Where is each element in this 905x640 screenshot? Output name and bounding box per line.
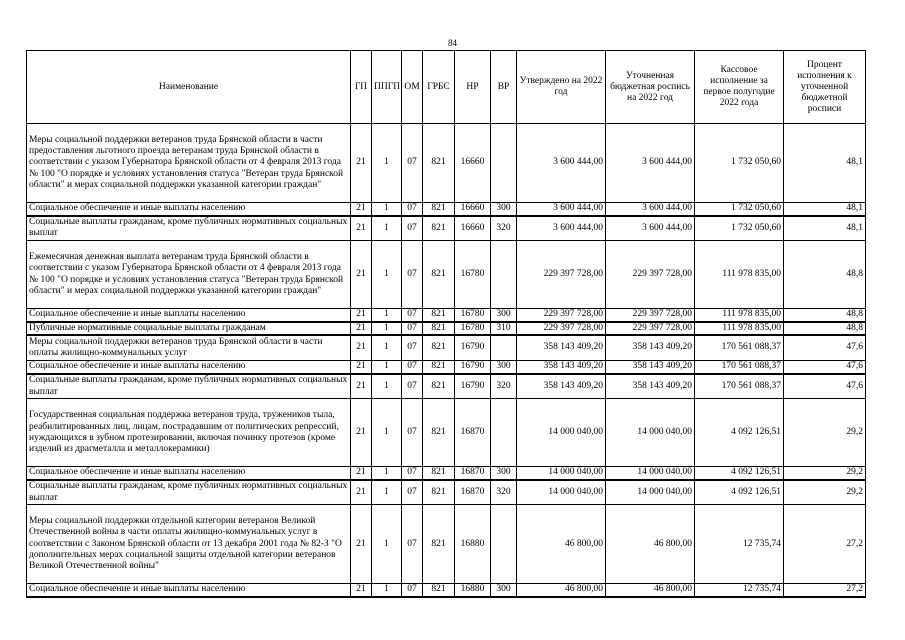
cell-approved: 358 143 409,20 <box>517 361 606 374</box>
cell-percent: 29,2 <box>784 399 866 467</box>
cell-percent: 48,8 <box>784 241 866 309</box>
page-number: 84 <box>448 38 457 48</box>
cell-np: 16660 <box>455 216 491 241</box>
cell-om: 07 <box>402 124 423 203</box>
cell-np: 16880 <box>455 505 491 584</box>
table-row <box>27 480 866 505</box>
cell-ppgp: 1 <box>372 322 402 335</box>
cell-approved: 229 397 728,00 <box>517 309 606 322</box>
cell-cash: 1 732 050,60 <box>695 124 784 203</box>
cell-name: Меры социальной поддержки отдельной категории ветеранов Великой Отечественной войны в части оплаты жилищно-коммунальных услуг в соответствии с Законом Брянской области от 13 декабря 2001 года № 82-З "О дополнительных мерах социальной защиты отдельной категории ветеранов Великой Отечественной войны" <box>27 505 351 584</box>
cell-approved: 229 397 728,00 <box>517 322 606 335</box>
cell-cash: 170 561 088,37 <box>695 335 784 361</box>
cell-percent: 29,2 <box>784 480 866 505</box>
cell-np: 16780 <box>455 241 491 309</box>
cell-vr: 320 <box>491 216 517 241</box>
cell-om: 07 <box>402 399 423 467</box>
cell-np: 16790 <box>455 335 491 361</box>
header-om: ОМ <box>402 51 423 124</box>
cell-np: 16790 <box>455 361 491 374</box>
cell-refined: 14 000 040,00 <box>606 480 695 505</box>
cell-percent: 29,2 <box>784 467 866 480</box>
table-row <box>27 399 866 467</box>
cell-np: 16780 <box>455 322 491 335</box>
cell-percent: 27,2 <box>784 584 866 597</box>
cell-refined: 46 800,00 <box>606 584 695 597</box>
cell-cash: 12 735,74 <box>695 584 784 597</box>
cell-refined: 3 600 444,00 <box>606 216 695 241</box>
cell-gp: 21 <box>351 335 372 361</box>
cell-gp: 21 <box>351 309 372 322</box>
cell-ppgp: 1 <box>372 467 402 480</box>
cell-vr <box>491 124 517 203</box>
cell-ppgp: 1 <box>372 361 402 374</box>
cell-grbs: 821 <box>423 374 455 399</box>
cell-gp: 21 <box>351 241 372 309</box>
header-gp: ГП <box>351 51 372 124</box>
cell-om: 07 <box>402 361 423 374</box>
cell-refined: 229 397 728,00 <box>606 322 695 335</box>
cell-gp: 21 <box>351 374 372 399</box>
cell-grbs: 821 <box>423 241 455 309</box>
cell-percent: 48,1 <box>784 216 866 241</box>
cell-refined: 358 143 409,20 <box>606 374 695 399</box>
cell-percent: 48,8 <box>784 309 866 322</box>
cell-name: Социальные выплаты гражданам, кроме публичных нормативных социальных выплат <box>27 374 351 399</box>
cell-approved: 229 397 728,00 <box>517 241 606 309</box>
cell-vr: 310 <box>491 322 517 335</box>
cell-approved: 14 000 040,00 <box>517 480 606 505</box>
table-header-row <box>27 51 866 124</box>
cell-np: 16870 <box>455 480 491 505</box>
cell-approved: 3 600 444,00 <box>517 203 606 216</box>
header-percent: Процент исполнения к уточненной бюджетной росписи <box>784 51 866 124</box>
cell-ppgp: 1 <box>372 584 402 597</box>
table-row <box>27 309 866 322</box>
cell-cash: 111 978 835,00 <box>695 322 784 335</box>
cell-cash: 4 092 126,51 <box>695 480 784 505</box>
cell-cash: 111 978 835,00 <box>695 241 784 309</box>
cell-grbs: 821 <box>423 335 455 361</box>
cell-grbs: 821 <box>423 467 455 480</box>
header-ppgp: ППГП <box>372 51 402 124</box>
cell-approved: 358 143 409,20 <box>517 374 606 399</box>
cell-om: 07 <box>402 322 423 335</box>
cell-cash: 1 732 050,60 <box>695 216 784 241</box>
cell-grbs: 821 <box>423 216 455 241</box>
cell-gp: 21 <box>351 216 372 241</box>
table-row <box>27 361 866 374</box>
table-row <box>27 374 866 399</box>
table-row <box>27 216 866 241</box>
cell-om: 07 <box>402 480 423 505</box>
cell-om: 07 <box>402 374 423 399</box>
table-row <box>27 335 866 361</box>
cell-percent: 48,8 <box>784 322 866 335</box>
cell-refined: 3 600 444,00 <box>606 124 695 203</box>
cell-cash: 170 561 088,37 <box>695 374 784 399</box>
cell-vr <box>491 399 517 467</box>
cell-approved: 358 143 409,20 <box>517 335 606 361</box>
cell-approved: 3 600 444,00 <box>517 124 606 203</box>
cell-cash: 12 735,74 <box>695 505 784 584</box>
cell-vr: 300 <box>491 309 517 322</box>
cell-vr: 300 <box>491 361 517 374</box>
cell-gp: 21 <box>351 361 372 374</box>
cell-cash: 111 978 835,00 <box>695 309 784 322</box>
cell-om: 07 <box>402 309 423 322</box>
cell-grbs: 821 <box>423 399 455 467</box>
cell-refined: 3 600 444,00 <box>606 203 695 216</box>
cell-name: Социальные выплаты гражданам, кроме публичных нормативных социальных выплат <box>27 480 351 505</box>
cell-name: Ежемесячная денежная выплата ветеранам труда Брянской области в соответствии с указом Губернатора Брянской области от 4 февраля 2013 года № 100 "О порядке и условиях установления статуса "Ветеран труда Брянской области" и мерах социальной поддержки указанной категории граждан" <box>27 241 351 309</box>
table-row <box>27 584 866 597</box>
cell-grbs: 821 <box>423 309 455 322</box>
table-row <box>27 241 866 309</box>
cell-name: Публичные нормативные социальные выплаты гражданам <box>27 322 351 335</box>
header-grbs: ГРБС <box>423 51 455 124</box>
cell-gp: 21 <box>351 124 372 203</box>
cell-percent: 47,6 <box>784 335 866 361</box>
cell-grbs: 821 <box>423 124 455 203</box>
cell-name: Социальное обеспечение и иные выплаты населению <box>27 203 351 216</box>
cell-approved: 46 800,00 <box>517 505 606 584</box>
cell-np: 16870 <box>455 467 491 480</box>
cell-om: 07 <box>402 505 423 584</box>
cell-om: 07 <box>402 584 423 597</box>
budget-table <box>26 50 866 598</box>
cell-approved: 14 000 040,00 <box>517 399 606 467</box>
cell-ppgp: 1 <box>372 374 402 399</box>
header-vr: ВР <box>491 51 517 124</box>
cell-name: Меры социальной поддержки ветеранов труда Брянской области в части предоставления льготного проезда ветеранам труда Брянской области в соответствии с указом Губернатора Брянской области от 4 февраля 2013 года № 100 "О порядке и условиях установления статуса "Ветеран труда Брянской области" и мерах социальной поддержки указанной категории граждан" <box>27 124 351 203</box>
cell-np: 16660 <box>455 124 491 203</box>
cell-refined: 46 800,00 <box>606 505 695 584</box>
cell-gp: 21 <box>351 322 372 335</box>
cell-approved: 46 800,00 <box>517 584 606 597</box>
cell-ppgp: 1 <box>372 124 402 203</box>
cell-vr: 300 <box>491 584 517 597</box>
cell-cash: 4 092 126,51 <box>695 399 784 467</box>
cell-refined: 14 000 040,00 <box>606 467 695 480</box>
cell-np: 16660 <box>455 203 491 216</box>
cell-percent: 48,1 <box>784 203 866 216</box>
header-name: Наименование <box>27 51 351 124</box>
cell-vr: 300 <box>491 467 517 480</box>
cell-percent: 27,2 <box>784 505 866 584</box>
cell-om: 07 <box>402 216 423 241</box>
header-cash: Кассовое исполнение за первое полугодие 2022 года <box>695 51 784 124</box>
cell-ppgp: 1 <box>372 335 402 361</box>
cell-om: 07 <box>402 467 423 480</box>
cell-vr <box>491 241 517 309</box>
cell-percent: 47,6 <box>784 361 866 374</box>
cell-approved: 14 000 040,00 <box>517 467 606 480</box>
cell-refined: 358 143 409,20 <box>606 361 695 374</box>
cell-np: 16790 <box>455 374 491 399</box>
header-approved: Утверждено на 2022 год <box>517 51 606 124</box>
cell-ppgp: 1 <box>372 241 402 309</box>
cell-gp: 21 <box>351 399 372 467</box>
cell-refined: 229 397 728,00 <box>606 309 695 322</box>
cell-refined: 14 000 040,00 <box>606 399 695 467</box>
header-refined: Уточненная бюджетная роспись на 2022 год <box>606 51 695 124</box>
cell-gp: 21 <box>351 467 372 480</box>
cell-ppgp: 1 <box>372 203 402 216</box>
cell-vr: 320 <box>491 374 517 399</box>
cell-cash: 1 732 050,60 <box>695 203 784 216</box>
cell-name: Социальное обеспечение и иные выплаты населению <box>27 309 351 322</box>
cell-np: 16880 <box>455 584 491 597</box>
cell-grbs: 821 <box>423 480 455 505</box>
cell-gp: 21 <box>351 203 372 216</box>
cell-np: 16870 <box>455 399 491 467</box>
cell-refined: 358 143 409,20 <box>606 335 695 361</box>
cell-vr <box>491 335 517 361</box>
table-row <box>27 322 866 335</box>
cell-name: Меры социальной поддержки ветеранов труда Брянской области в части оплаты жилищно-коммунальных услуг <box>27 335 351 361</box>
cell-name: Социальное обеспечение и иные выплаты населению <box>27 467 351 480</box>
cell-om: 07 <box>402 335 423 361</box>
cell-name: Социальное обеспечение и иные выплаты населению <box>27 361 351 374</box>
table-row <box>27 124 866 203</box>
cell-grbs: 821 <box>423 322 455 335</box>
cell-vr: 320 <box>491 480 517 505</box>
table-row <box>27 467 866 480</box>
cell-om: 07 <box>402 241 423 309</box>
cell-ppgp: 1 <box>372 480 402 505</box>
cell-name: Социальное обеспечение и иные выплаты населению <box>27 584 351 597</box>
cell-ppgp: 1 <box>372 399 402 467</box>
cell-refined: 229 397 728,00 <box>606 241 695 309</box>
cell-vr: 300 <box>491 203 517 216</box>
cell-name: Государственная социальная поддержка ветеранов труда, тружеников тыла, реабилитированных лиц, лицам, пострадавшим от политических репрессий, нуждающихся в зубном протезировании, включая починку протезов (кроме изделий из драгметалла и металлокерамики) <box>27 399 351 467</box>
header-np: НР <box>455 51 491 124</box>
cell-ppgp: 1 <box>372 216 402 241</box>
cell-name: Социальные выплаты гражданам, кроме публичных нормативных социальных выплат <box>27 216 351 241</box>
table-row <box>27 203 866 216</box>
cell-percent: 47,6 <box>784 374 866 399</box>
cell-percent: 48,1 <box>784 124 866 203</box>
cell-cash: 170 561 088,37 <box>695 361 784 374</box>
cell-gp: 21 <box>351 584 372 597</box>
table-row <box>27 505 866 584</box>
cell-ppgp: 1 <box>372 309 402 322</box>
cell-gp: 21 <box>351 505 372 584</box>
cell-grbs: 821 <box>423 505 455 584</box>
cell-grbs: 821 <box>423 584 455 597</box>
cell-cash: 4 092 126,51 <box>695 467 784 480</box>
cell-grbs: 821 <box>423 361 455 374</box>
cell-vr <box>491 505 517 584</box>
cell-approved: 3 600 444,00 <box>517 216 606 241</box>
cell-np: 16780 <box>455 309 491 322</box>
cell-ppgp: 1 <box>372 505 402 584</box>
cell-gp: 21 <box>351 480 372 505</box>
cell-grbs: 821 <box>423 203 455 216</box>
cell-om: 07 <box>402 203 423 216</box>
